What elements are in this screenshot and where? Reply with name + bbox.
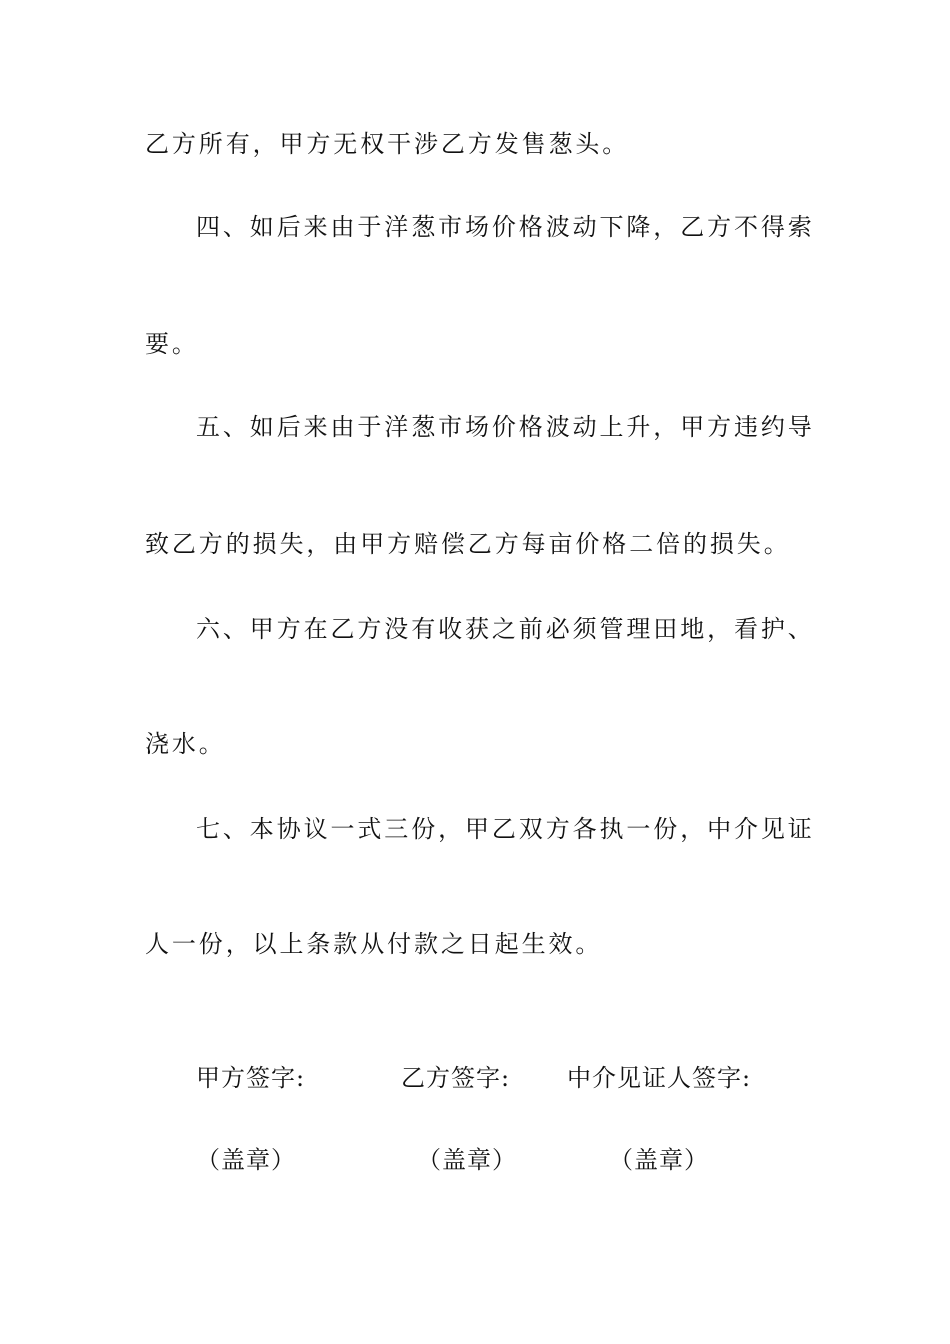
paragraph-line: 致乙方的损失，由甲方赔偿乙方每亩价格二倍的损失。	[145, 530, 791, 558]
witness-signature-label: 中介见证人签字:	[567, 1064, 752, 1092]
paragraph-line: 浇水。	[145, 730, 226, 758]
party-a-signature-label: 甲方签字:	[196, 1064, 306, 1092]
party-b-signature-label: 乙方签字:	[401, 1064, 511, 1092]
clause-four-line: 四、如后来由于洋葱市场价格波动下降，乙方不得索	[196, 213, 815, 241]
clause-seven-line: 七、本协议一式三份，甲乙双方各执一份，中介见证	[196, 815, 815, 843]
clause-six-line: 六、甲方在乙方没有收获之前必须管理田地，看护、	[196, 615, 815, 643]
witness-seal-label: （盖章）	[609, 1146, 709, 1174]
party-a-seal-label: （盖章）	[196, 1146, 296, 1174]
party-b-seal-label: （盖章）	[417, 1146, 517, 1174]
paragraph-line: 要。	[145, 330, 199, 358]
paragraph-line: 乙方所有，甲方无权干涉乙方发售葱头。	[145, 130, 630, 158]
paragraph-line: 人一份，以上条款从付款之日起生效。	[145, 930, 603, 958]
clause-five-line: 五、如后来由于洋葱市场价格波动上升，甲方违约导	[196, 413, 815, 441]
